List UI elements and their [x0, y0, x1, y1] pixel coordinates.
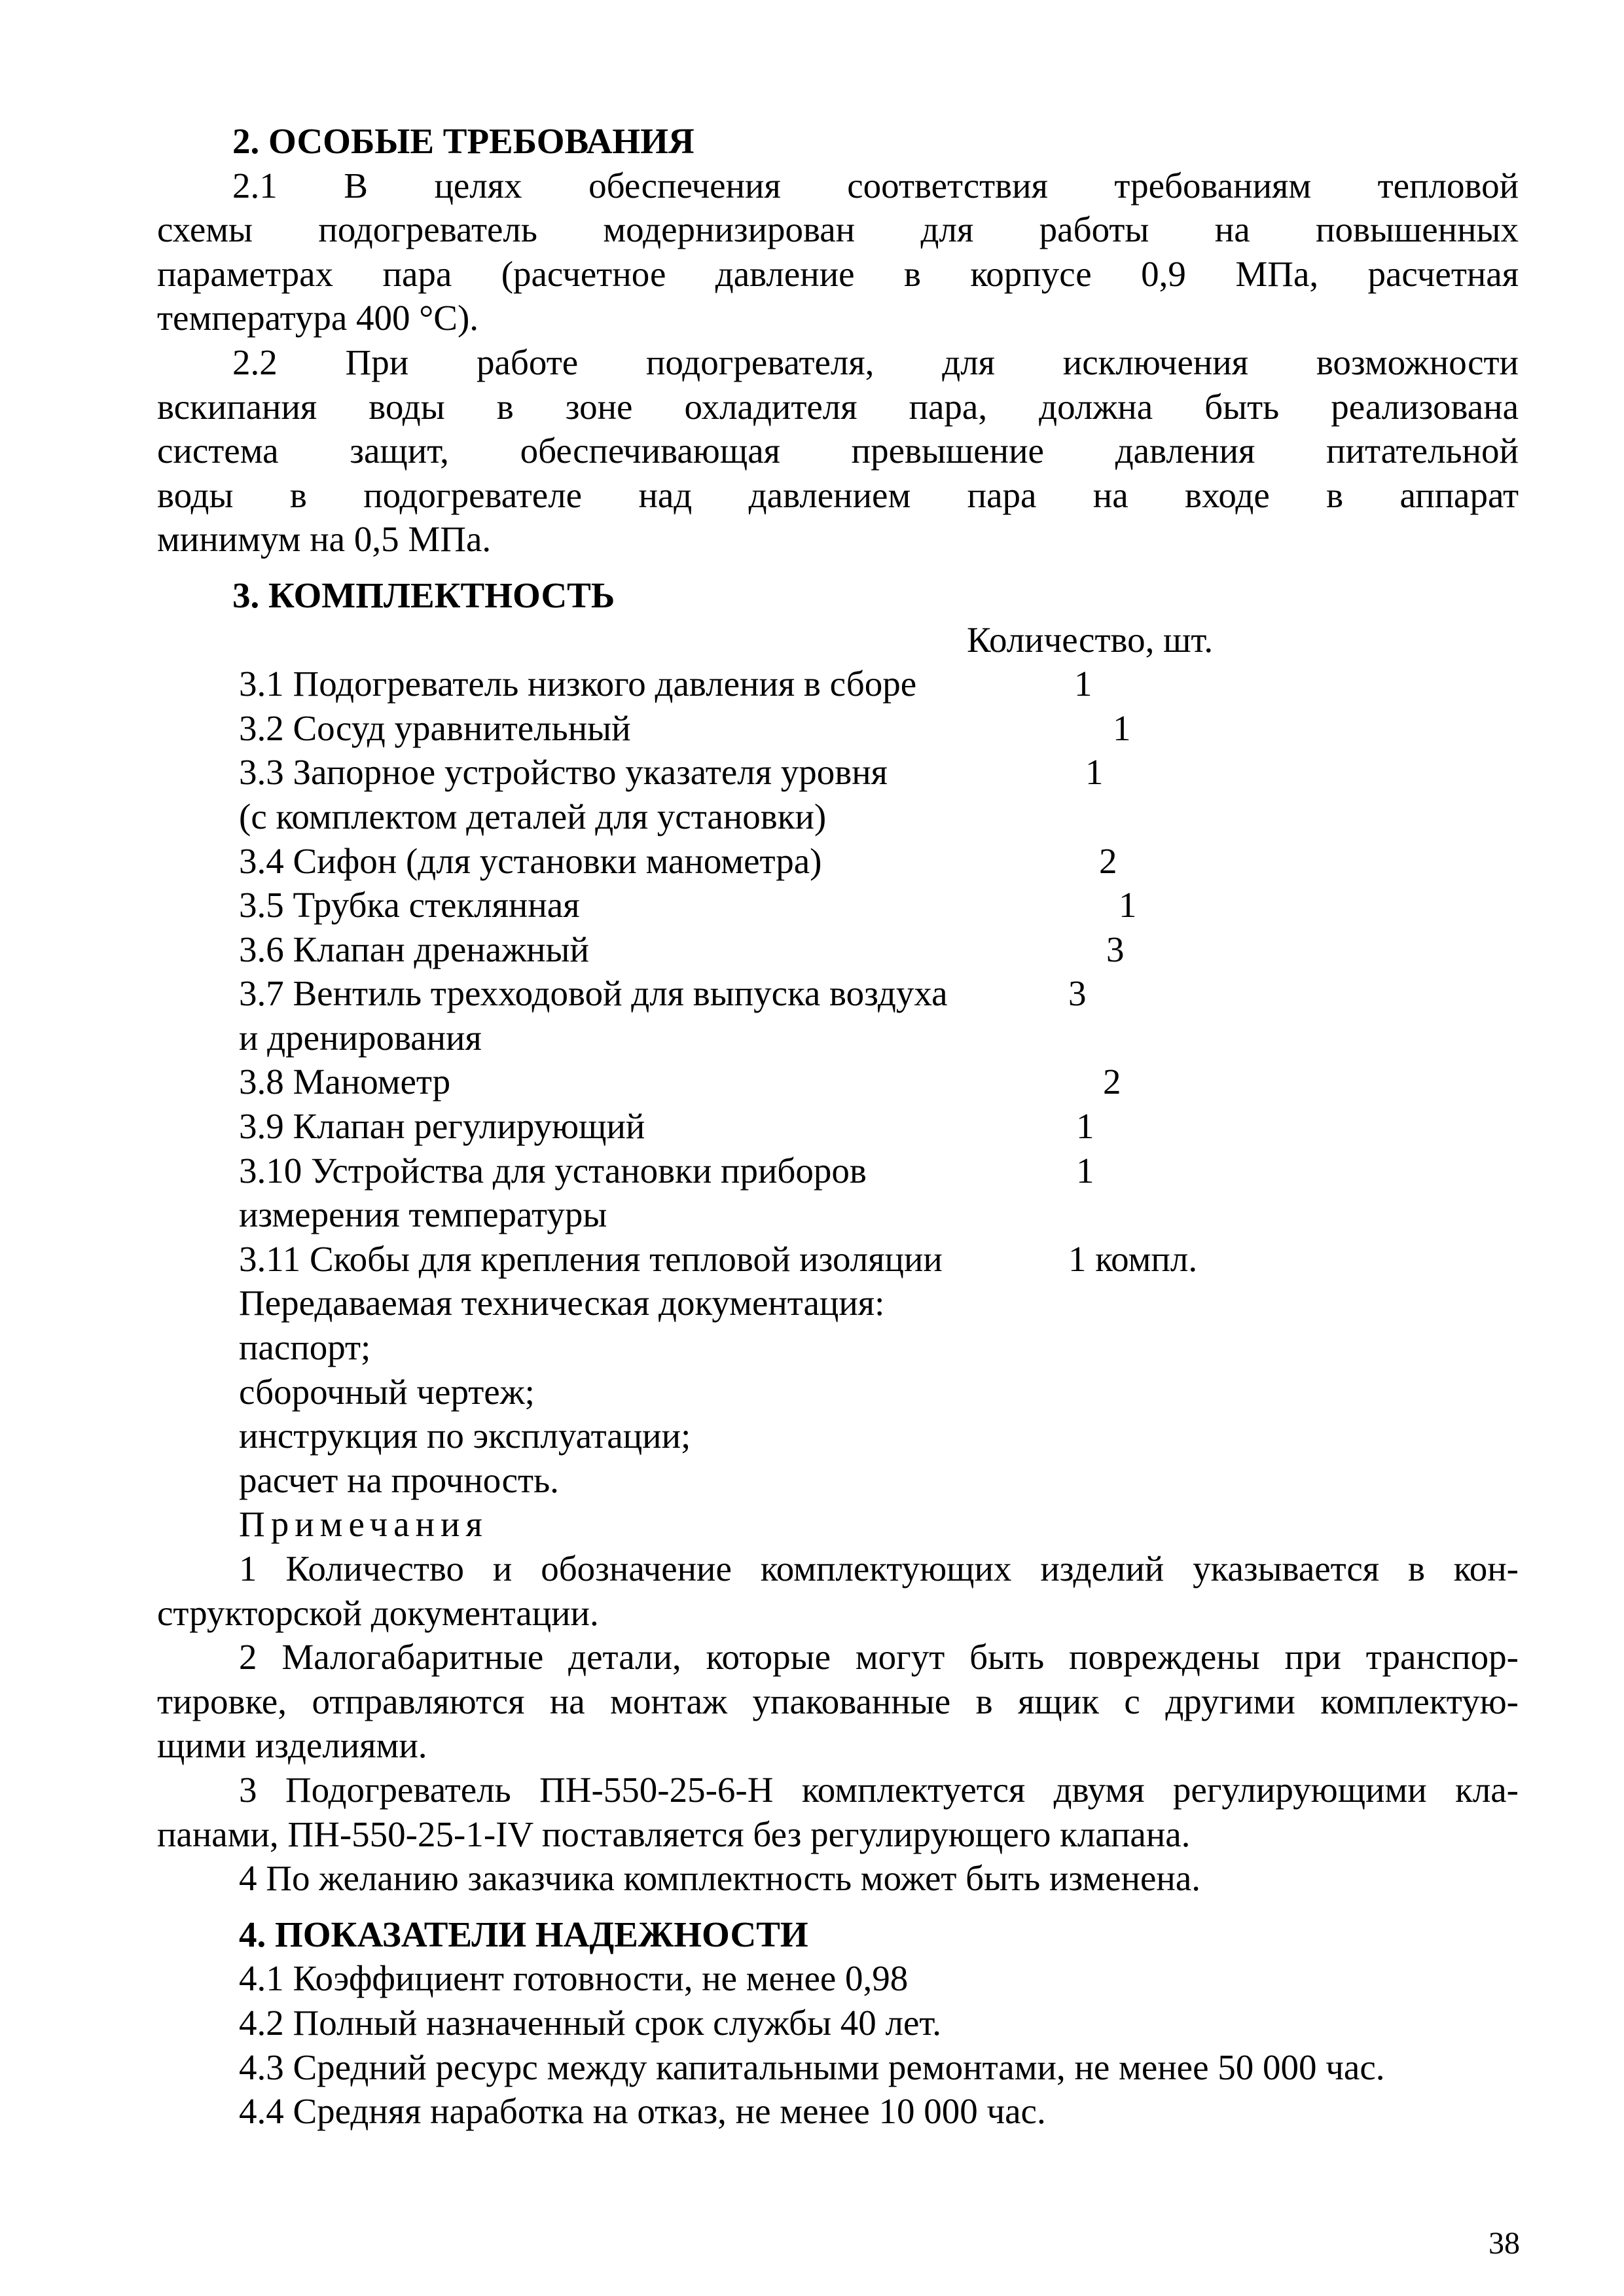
- item-name: 3.4 Сифон (для установки манометра): [239, 840, 822, 881]
- item-name: 3.9 Клапан регулирующий: [239, 1106, 645, 1147]
- paragraph-2-1-line: 2.1 В целях обеспечения соответствия требованиям тепловой: [232, 165, 1519, 206]
- item-name: 3.7 Вентиль трехходовой для выпуска воздуха: [239, 973, 948, 1014]
- doc-item: сборочный чертеж;: [239, 1371, 535, 1412]
- list-item: [157, 1016, 1519, 1060]
- paragraph-2-2-line: 2.2 При работе подогревателя, для исключения возможности: [232, 342, 1519, 382]
- section-3-title: 3. КОМПЛЕКТНОСТЬ: [232, 575, 615, 615]
- paragraph-2-2-line: минимум на 0,5 МПа.: [157, 519, 492, 560]
- item-qty: 1: [1113, 708, 1131, 748]
- list-item: [157, 1060, 1519, 1104]
- item-qty: 1: [1119, 885, 1137, 925]
- list-item: [157, 750, 1519, 795]
- quantity-column-header: Количество, шт.: [967, 619, 1214, 660]
- item-name: 3.5 Трубка стеклянная: [239, 885, 580, 925]
- item-name: 3.1 Подогреватель низкого давления в сборе: [239, 664, 917, 704]
- item-qty: 2: [1099, 840, 1117, 881]
- item-qty: 1: [1085, 752, 1104, 793]
- list-item: [157, 883, 1519, 927]
- item-name: 3.2 Сосуд уравнительный: [239, 708, 631, 748]
- reliability-item: 4.1 Коэффициент готовности, не менее 0,98: [239, 1958, 909, 1999]
- list-item: [157, 927, 1519, 972]
- item-name: 3.6 Клапан дренажный: [239, 929, 589, 969]
- note-line: щими изделиями.: [157, 1725, 427, 1766]
- list-item: [157, 706, 1519, 751]
- item-name: измерения температуры: [239, 1194, 607, 1235]
- paragraph-2-2-line: вскипания воды в зоне охладителя пара, должна быть реализована: [157, 386, 1519, 427]
- section-4-title: 4. ПОКАЗАТЕЛИ НАДЕЖНОСТИ: [239, 1914, 808, 1954]
- document-page: [157, 119, 1519, 2134]
- item-qty: 2: [1103, 1062, 1121, 1102]
- note-line: 4 По желанию заказчика комплектность может быть изменена.: [239, 1858, 1201, 1899]
- reliability-item: 4.4 Средняя наработка на отказ, не менее 10 000 час.: [239, 2091, 1046, 2132]
- note-line: структорской документации.: [157, 1592, 599, 1633]
- item-name: 3.3 Запорное устройство указателя уровня: [239, 752, 888, 793]
- note-line: 1 Количество и обозначение комплектующих изделий указывается в кон-: [239, 1549, 1519, 1588]
- section-2-title: 2. ОСОБЫЕ ТРЕБОВАНИЯ: [232, 121, 695, 161]
- list-item: [157, 1193, 1519, 1237]
- note-line: панами, ПН-550-25-1-IV поставляется без регулирующего клапана.: [157, 1814, 1191, 1854]
- list-item: [157, 1104, 1519, 1149]
- list-item: [157, 1149, 1519, 1193]
- paragraph-2-1-line: параметрах пара (расчетное давление в корпусе 0,9 МПа, расчетная: [157, 253, 1519, 294]
- item-name: 3.11 Скобы для крепления тепловой изоляции: [239, 1238, 943, 1279]
- item-qty: 1: [1074, 664, 1092, 704]
- item-qty: 1 компл.: [1068, 1238, 1198, 1279]
- item-qty: 3: [1068, 973, 1087, 1014]
- docs-title: Передаваемая техническая документация:: [239, 1283, 885, 1323]
- paragraph-2-2-line: воды в подогревателе над давлением пара на входе в аппарат: [157, 475, 1519, 515]
- doc-item: паспорт;: [239, 1327, 371, 1368]
- paragraph-2-1-line: схемы подогреватель модернизирован для работы на повышенных: [157, 209, 1519, 250]
- list-item: [157, 971, 1519, 1016]
- doc-item: инструкция по эксплуатации;: [239, 1416, 691, 1456]
- note-line: 3 Подогреватель ПН-550-25-6-Н комплектуется двумя регулирующими кла-: [239, 1769, 1519, 1810]
- note-line: 2 Малогабаритные детали, которые могут быть повреждены при транспор-: [239, 1637, 1519, 1677]
- paragraph-2-1-line: температура 400 °С).: [157, 298, 479, 338]
- item-qty: 1: [1076, 1150, 1094, 1191]
- item-name: 3.10 Устройства для установки приборов: [239, 1150, 867, 1191]
- item-name: 3.8 Манометр: [239, 1062, 451, 1102]
- list-item: [157, 839, 1519, 884]
- notes-title: Примечания: [239, 1504, 488, 1545]
- list-item: [157, 1237, 1519, 1282]
- reliability-item: 4.2 Полный назначенный срок службы 40 лет.: [239, 2002, 942, 2043]
- item-qty: 3: [1106, 929, 1125, 969]
- item-name: и дренирования: [239, 1017, 482, 1058]
- list-item: [157, 662, 1519, 706]
- reliability-item: 4.3 Средний ресурс между капитальными ремонтами, не менее 50 000 час.: [239, 2047, 1385, 2087]
- item-qty: 1: [1076, 1106, 1094, 1147]
- note-line: тировке, отправляются на монтаж упакованные в ящик с другими комплектую-: [157, 1681, 1519, 1721]
- paragraph-2-2-line: система защит, обеспечивающая превышение давления питательной: [157, 431, 1519, 471]
- list-item: [157, 795, 1519, 839]
- doc-item: расчет на прочность.: [239, 1460, 559, 1500]
- item-name: (с комплектом деталей для установки): [239, 796, 827, 836]
- page-number: 38: [1489, 2226, 1520, 2261]
